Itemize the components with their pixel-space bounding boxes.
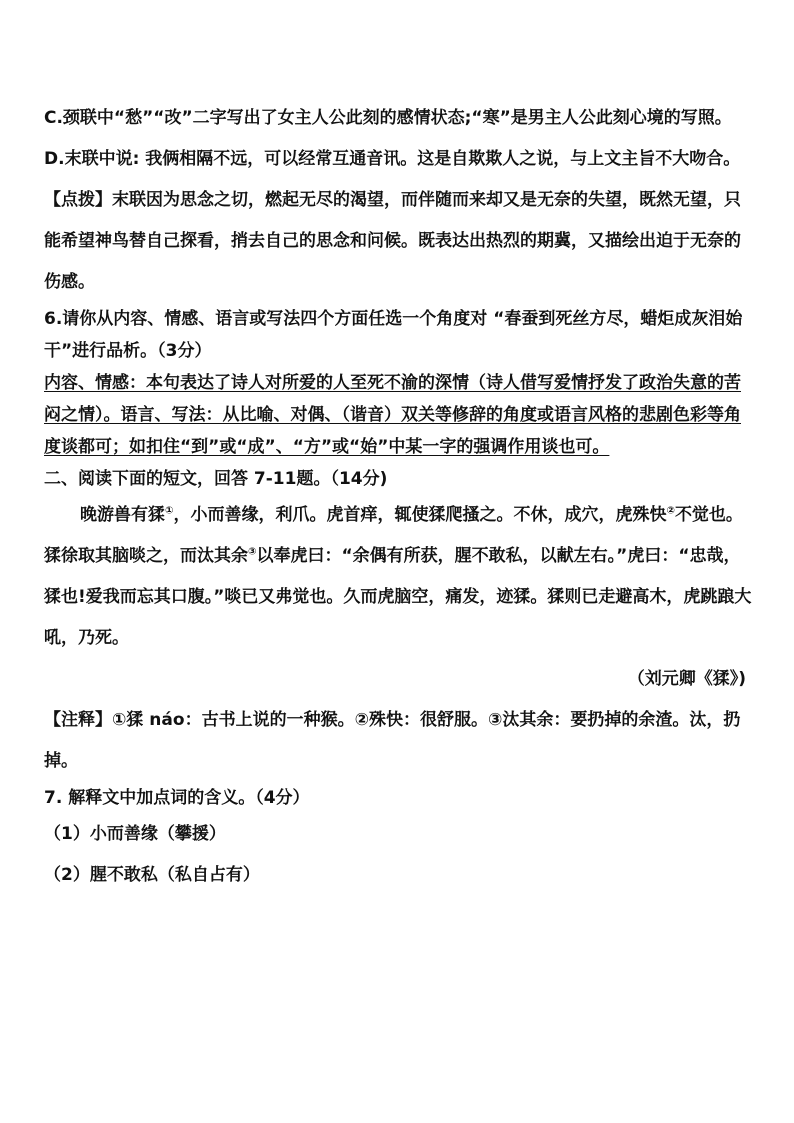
section-2-heading: 二、阅读下面的短文，回答 7-11题。（14分) <box>44 469 388 489</box>
footnote-mark-2: ② <box>666 505 675 517</box>
option-c: C.颈联中“愁”“改”二字写出了女主人公此刻的感情状态;“寒”是男主人公此刻心境的写照。 <box>44 108 732 128</box>
passage-part-4: 以奉虎曰：“余偶有所获，腥不敢私，以献左右。”虎曰：“忠哉，猱也!爱我而忘其口腹。”啖已又弗觉也。久而虎脑空，痛发，迹猱。猱则已走避高木，虎跳踉大吼，乃死。 <box>44 546 752 648</box>
passage-source: （刘元卿《猱》) <box>627 669 746 689</box>
passage-part-3: 不觉也。猱徐取其脑啖之，而汰其余 <box>44 505 743 566</box>
question-6-answer: 内容、情感：本句表达了诗人对所爱的人至死不渝的深情（诗人借写爱情抒发了政治失意的苦闷之情）。语言、写法：从比喻、对偶、（谐音）双关等修辞的角度或语言风格的悲剧色彩等角度谈都可；如扣住“到”或“成”、“方”或“始”中某一字的强调作用谈也可。 <box>44 373 741 457</box>
question-6: 6.请你从内容、情感、语言或写法四个方面任选一个角度对 “春蚕到死丝方尽，蜡炬成灰泪始干”进行品析。（3分） <box>44 309 743 361</box>
question-7: 7. 解释文中加点词的含义。（4分） <box>44 788 310 808</box>
option-d: D.末联中说: 我俩相隔不远，可以经常互通音讯。这是自欺欺人之说，与上文主旨不大吻合。 <box>44 149 741 169</box>
hint-paragraph: 【点拨】末联因为思念之切，燃起无尽的渴望，而伴随而来却又是无奈的失望，既然无望，只能希望神鸟替自己探看，捎去自己的思念和问候。既表达出热烈的期冀，又描绘出迫于无奈的伤感。 <box>44 190 741 292</box>
footnote-mark-1: ① <box>165 505 174 517</box>
footnote-mark-3: ③ <box>248 546 257 558</box>
question-7-item-2: （2）腥不敢私（私自占有） <box>44 865 260 885</box>
notes: 【注释】①猱 náo：古书上说的一种猴。②殊快：很舒服。③汰其余：要扔掉的余渣。汰，扔掉。 <box>44 710 741 771</box>
passage-part-2: ，小而善缘，利爪。虎首痒，辄使猱爬搔之。不休，成穴，虎殊快 <box>173 505 667 525</box>
document-page <box>44 98 752 896</box>
passage-part-1: 晚游兽有猱 <box>80 505 165 525</box>
question-7-item-1: （1）小而善缘（攀援） <box>44 824 226 844</box>
passage <box>44 495 752 659</box>
